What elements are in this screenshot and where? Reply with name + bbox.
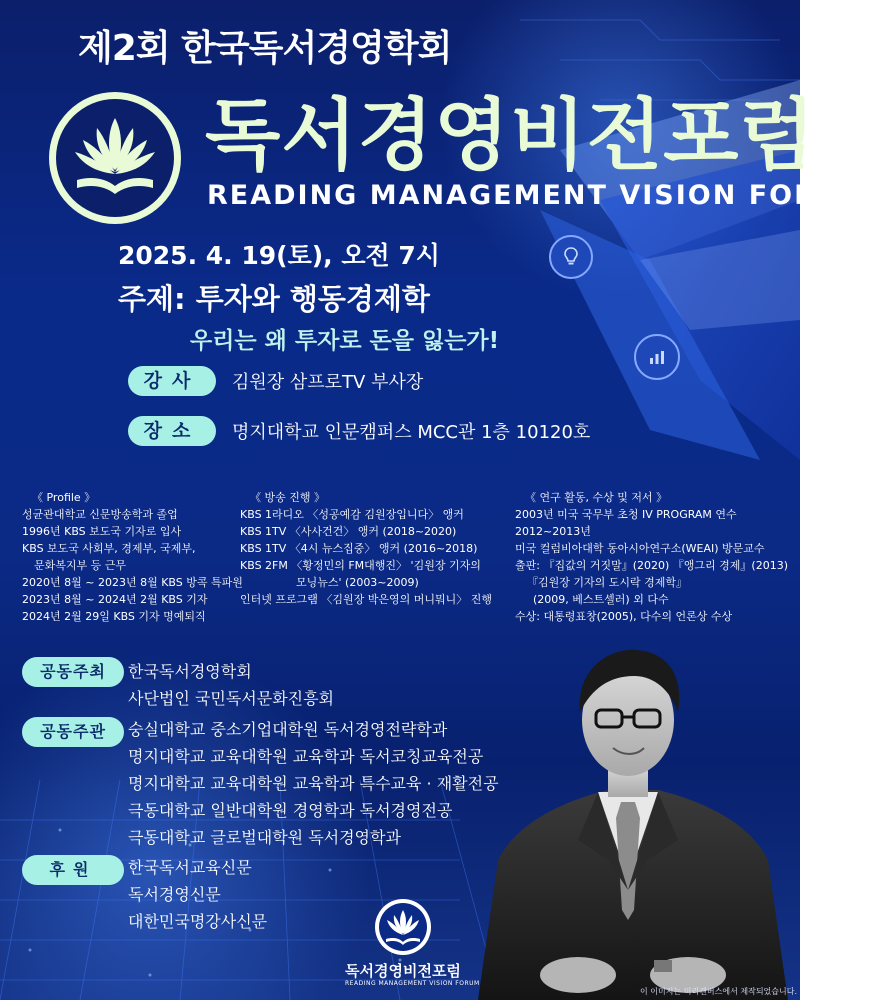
bar-chart-icon: [645, 345, 669, 369]
bio-profile-line: 1996년 KBS 보도국 기자로 입사: [22, 525, 182, 538]
co-organizer-list: [128, 716, 499, 851]
bio-research-heading: 《 연구 활동, 수상 및 저서 》: [525, 491, 668, 504]
list-item: 명지대학교 교육대학원 교육학과 특수교육 · 재활전공: [128, 774, 499, 793]
bio-profile-heading: 《 Profile 》: [32, 491, 96, 504]
bio-broadcast-line: 모닝뉴스' (2003~2009): [296, 576, 419, 589]
event-edition-title: 제2회 한국독서경영학회: [78, 28, 452, 69]
list-item: 사단법인 국민독서문화진흥회: [128, 689, 335, 708]
list-item: 명지대학교 교육대학원 교육학과 독서코칭교육전공: [128, 747, 484, 766]
venue-label-badge: 장소: [128, 416, 216, 446]
list-item: 숭실대학교 중소기업대학원 독서경영전략학과: [128, 720, 448, 739]
bio-research-line: 『김원장 기자의 도시락 경제학』: [527, 576, 688, 589]
book-leaf-logo-icon: [368, 898, 438, 956]
bio-broadcast-line: KBS 1라디오 〈성공예감 김원장입니다〉 앵커: [240, 508, 464, 521]
event-theme: 주제: 투자와 행동경제학: [118, 282, 430, 316]
bio-broadcast-heading: 《 방송 진행 》: [250, 491, 325, 504]
speaker-value: 김원장 삼프로TV 부사장: [232, 372, 424, 393]
bio-profile-line: 2023년 8월 ~ 2024년 2월 KBS 기자: [22, 593, 208, 606]
co-host-list: [128, 658, 334, 712]
bio-research-column: [515, 489, 788, 625]
sponsor-list: [128, 854, 267, 935]
bio-profile-line: 성균관대학교 신문방송학과 졸업: [22, 508, 178, 521]
forum-title-korean: 독서경영비전포럼: [205, 91, 816, 181]
bio-profile-line: KBS 보도국 사회부, 경제부, 국제부,: [22, 542, 196, 555]
bio-research-line: 출판: 『집값의 거짓말』(2020) 『앵그리 경제』(2013): [515, 559, 788, 572]
speaker-photo: [458, 630, 800, 1000]
list-item: 한국독서교육신문: [128, 858, 252, 877]
bio-research-line: (2009, 베스트셀러) 외 다수: [533, 593, 669, 606]
list-item: 극동대학교 글로벌대학원 독서경영학과: [128, 828, 401, 847]
list-item: 대한민국명강사신문: [128, 912, 268, 931]
forum-title-english: READING MANAGEMENT VISION FORUM: [207, 180, 870, 211]
footer-title-english: READING MANAGEMENT VISION FORUM: [345, 980, 480, 987]
lightbulb-icon: [559, 245, 583, 269]
bio-broadcast-line: KBS 1TV 〈사사건건〉 앵커 (2018~2020): [240, 525, 457, 538]
bio-research-line: 미국 컬럼비아대학 동아시아연구소(WEAI) 방문교수: [515, 542, 765, 555]
footer-title-korean: 독서경영비전포럼: [345, 962, 461, 980]
bio-broadcast-line: 인터넷 프로그램 〈김원장 박은영의 머니뭐니〉 진행: [240, 593, 493, 606]
list-item: 한국독서경영학회: [128, 662, 252, 681]
sponsor-label-badge: 후원: [22, 855, 124, 885]
list-item: 극동대학교 일반대학원 경영학과 독서경영전공: [128, 801, 453, 820]
bio-research-line: 수상: 대통령표창(2005), 다수의 언론상 수상: [515, 610, 733, 623]
bio-profile-line: 문화복지부 등 근무: [34, 559, 127, 572]
speaker-label-badge: 강사: [128, 366, 216, 396]
copyright-notice: 이 이미지는 미리캔버스에서 제작되었습니다.: [640, 987, 798, 996]
bio-broadcast-column: [240, 489, 492, 608]
bio-broadcast-line: KBS 1TV 〈4시 뉴스집중〉 앵커 (2016~2018): [240, 542, 478, 555]
bio-broadcast-line: KBS 2FM 〈황정민의 FM대행진〉 '김원장 기자의: [240, 559, 481, 572]
bio-research-line: 2003년 미국 국무부 초청 IV PROGRAM 연수: [515, 508, 737, 521]
book-leaf-logo-icon: [45, 88, 185, 228]
event-subtitle: 우리는 왜 투자로 돈을 잃는가!: [190, 328, 500, 354]
co-organizer-label-badge: 공동주관: [22, 717, 124, 747]
co-host-label-badge: 공동주최: [22, 657, 124, 687]
bio-profile-line: 2020년 8월 ~ 2023년 8월 KBS 방콕 특파원: [22, 576, 243, 589]
bio-profile-line: 2024년 2월 29일 KBS 기자 명예퇴직: [22, 610, 206, 623]
bio-research-line: 2012~2013년: [515, 525, 591, 538]
event-date: 2025. 4. 19(토), 오전 7시: [118, 241, 440, 270]
venue-value: 명지대학교 인문캠퍼스 MCC관 1층 10120호: [232, 422, 591, 443]
bio-profile-column: [22, 489, 243, 625]
list-item: 독서경영신문: [128, 885, 221, 904]
